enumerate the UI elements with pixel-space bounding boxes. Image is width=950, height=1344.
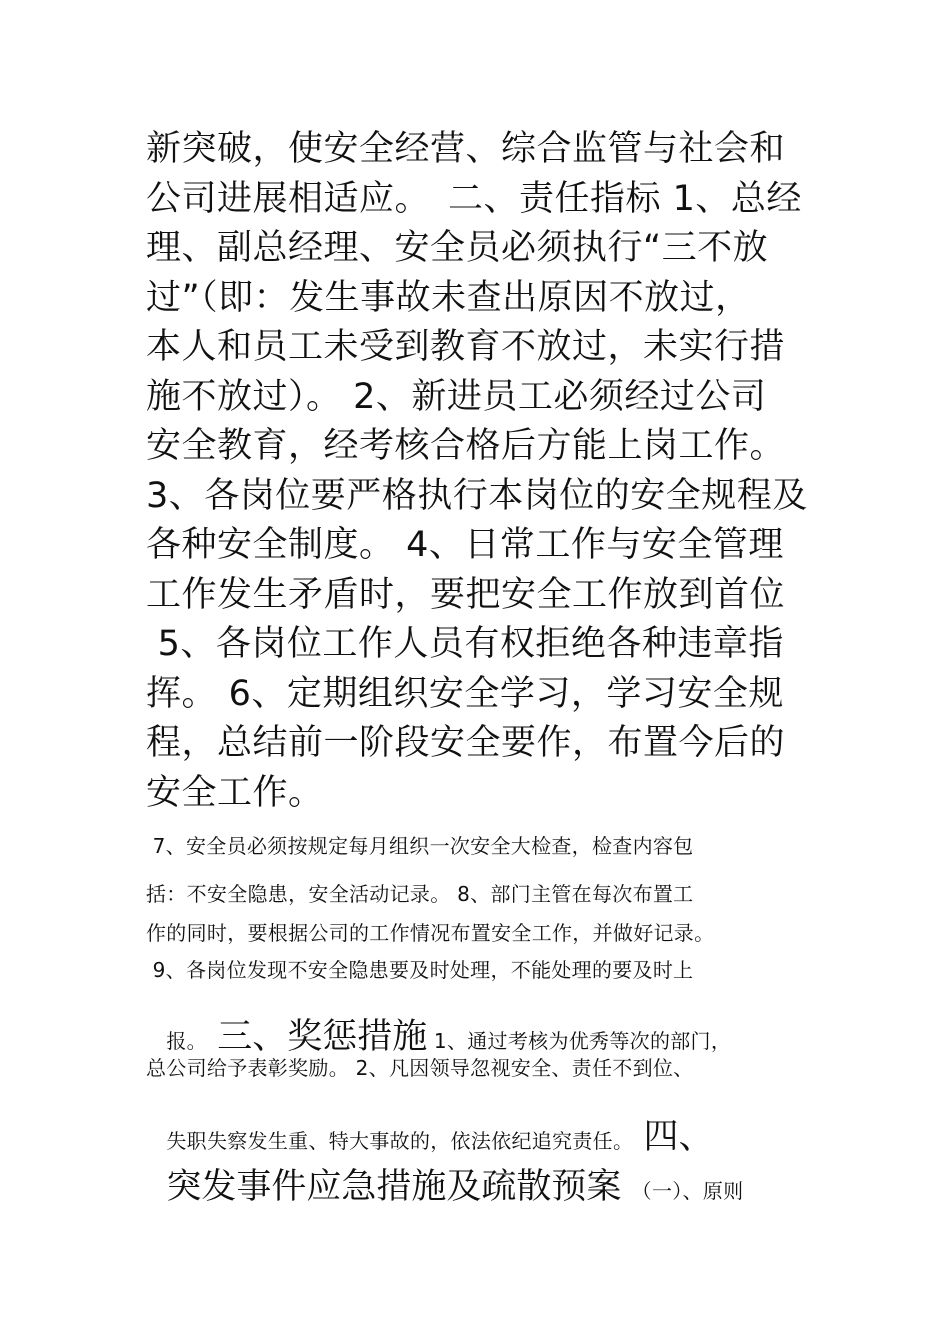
section-heading: 突发事件应急措施及疏散预案 — [166, 1167, 622, 1207]
text-line: 挥。 6、定期组织安全学习，学习安全规 — [146, 674, 784, 714]
text-fragment: 失职失察发生重、特大事故的，依法依纪追究责任。 — [166, 1129, 644, 1153]
text-line: 本人和员工未受到教育不放过，未实行措 — [146, 327, 786, 367]
text-line: 理、副总经理、安全员必须执行“三不放 — [146, 228, 769, 268]
text-line-small: 7、安全员必须按规定每月组织一次安全大检查，检查内容包 — [146, 834, 694, 858]
text-line-small: 总公司给予表彰奖励。 2、凡因领导忽视安全、责任不到位、 — [146, 1056, 694, 1080]
text-line: 施不放过）。 2、新进员工必须经过公司 — [146, 377, 767, 417]
text-fragment: 报。 — [166, 1029, 218, 1053]
section-line-emergency-title — [146, 1154, 743, 1221]
text-line-small: 括：不安全隐患，安全活动记录。 8、部门主管在每次布置工 — [146, 882, 694, 906]
text-line: 5、各岗位工作人员有权拒绝各种违章指 — [146, 624, 784, 664]
text-line: 工作发生矛盾时，要把安全工作放到首位 — [146, 575, 786, 615]
section-heading: 三、奖惩措施 — [217, 1017, 428, 1057]
text-line-small: 9、各岗位发现不安全隐患要及时处理，不能处理的要及时上 — [146, 958, 694, 982]
section-heading: 四、 — [643, 1117, 714, 1157]
text-line: 新突破，使安全经营、综合监管与社会和 — [146, 129, 786, 169]
text-line: 程，总结前一阶段安全要作，布置今后的 — [146, 723, 786, 763]
text-line: 公司进展相适应。 二、责任指标 1、总经 — [146, 179, 802, 219]
text-fragment: （一）、原则 — [621, 1179, 744, 1203]
text-line: 过”（即：发生事故未查出原因不放过， — [146, 278, 751, 318]
text-line-small: 作的同时，要根据公司的工作情况布置安全工作，并做好记录。 — [146, 921, 715, 945]
text-line: 安全工作。 — [146, 773, 324, 813]
text-line: 3、各岗位要严格执行本岗位的安全规程及 — [146, 476, 808, 516]
text-fragment: 1、通过考核为优秀等次的部门， — [427, 1029, 732, 1053]
text-line: 安全教育，经考核合格后方能上岗工作。 — [146, 426, 786, 466]
text-line: 各种安全制度。 4、日常工作与安全管理 — [146, 525, 784, 565]
